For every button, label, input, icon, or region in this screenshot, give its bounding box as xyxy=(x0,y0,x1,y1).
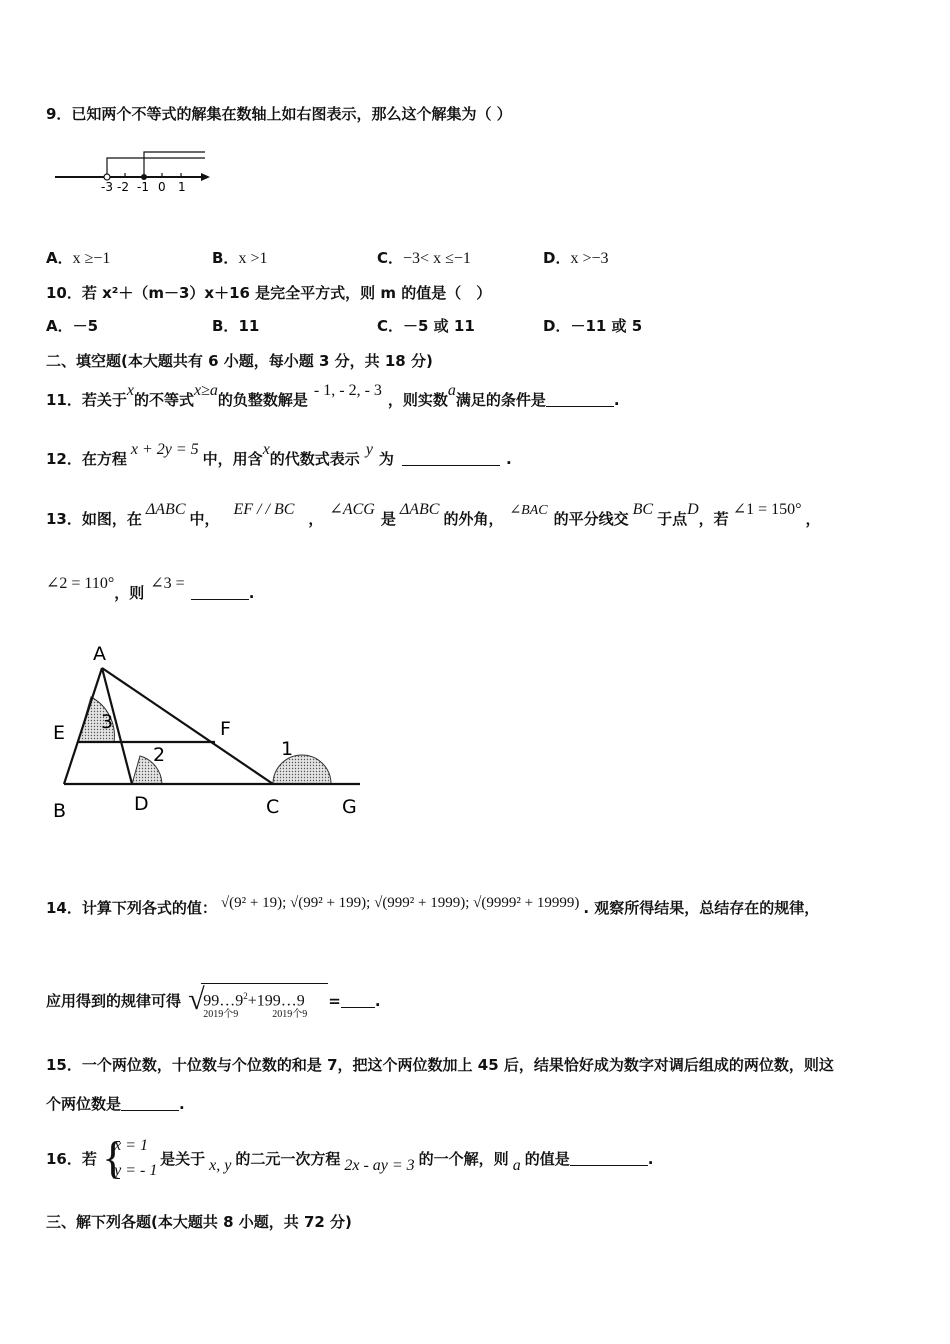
answer-blank xyxy=(121,1096,179,1111)
point-label: E xyxy=(53,722,66,744)
section-3-heading: 三、解下列各题(本大题共 8 小题，共 72 分) xyxy=(46,1213,352,1231)
q12: 12．在方程x + 2y = 5中，用含x的代数式表示y为 . xyxy=(46,441,512,468)
q9-option-a: A．x ≥−1 xyxy=(46,249,111,267)
q10-option-b: B．11 xyxy=(212,317,260,335)
point-label: B xyxy=(53,800,67,822)
q13-line2: ∠2 = 110°，则∠3 =. xyxy=(46,575,255,602)
q14-line2: 应用得到的规律可得 √ $99\dots 9^2+199\dots 9$ 2019个9 2019个9 = . xyxy=(46,966,381,1036)
q9-stem: 9．已知两个不等式的解集在数轴上如右图表示，那么这个解集为（ ） xyxy=(46,105,512,123)
angle-label: 2 xyxy=(153,744,166,766)
triangle-figure xyxy=(45,635,375,825)
answer-blank xyxy=(546,392,614,407)
q16: 16．若 { x = 1 y = - 1 是关于 x, y 的二元一次方程 2x - ay = 3 的一个解，则 a 的值是 . xyxy=(46,1131,654,1183)
nested-radical: √ $99\dots 9^2+199\dots 9$ 2019个9 2019个9 xyxy=(188,980,328,1024)
tick-label: -2 xyxy=(117,180,129,194)
q10-stem: 10．若 x²＋（m－3）x＋16 是完全平方式，则 m 的值是（ ） xyxy=(46,284,492,302)
q14-line1: 14．计算下列各式的值： √(9² + 19); √(99² + 199); √(999² + 1999); √(9999² + 19999) . 观察所得结果，总结存在的规律， xyxy=(46,895,820,917)
tick-label: 0 xyxy=(158,180,166,194)
point-label: F xyxy=(220,718,231,740)
section-2-heading: 二、填空题(本大题共有 6 小题，每小题 3 分，共 18 分) xyxy=(46,352,433,370)
tick-label: -3 xyxy=(101,180,113,194)
q13-line1: 13．如图，在ΔABC中，EF / / BC，∠ACG是ΔABC的外角， ∠BAC 的平分线交BC于点D，若∠1 = 150°， xyxy=(46,501,821,528)
angle-label: 3 xyxy=(101,711,114,733)
q9-option-d: D．x >−3 xyxy=(543,249,609,267)
point-label: D xyxy=(134,793,149,815)
q11: 11．若关于x的不等式x≥a的负整数解是- 1, - 2, - 3，则实数a满足的条件是 . xyxy=(46,382,620,409)
q15-line1: 15．一个两位数，十位数与个位数的和是 7，把这个两位数加上 45 后，结果恰好成为数字对调后组成的两位数，则这 xyxy=(46,1056,834,1074)
tick-label: 1 xyxy=(178,180,186,194)
point-label: G xyxy=(342,796,357,818)
answer-blank xyxy=(570,1151,648,1166)
tick-label: -1 xyxy=(137,180,149,194)
answer-blank xyxy=(402,451,500,466)
q9-option-b: B．x >1 xyxy=(212,249,268,267)
q9-option-c: C．−3< x ≤−1 xyxy=(377,249,471,267)
q10-option-a: A．－5 xyxy=(46,317,99,335)
q15-line2: 个两位数是 . xyxy=(46,1095,185,1113)
answer-blank xyxy=(341,993,375,1008)
q10-option-c: C．－5 或 11 xyxy=(377,317,475,335)
number-line-figure xyxy=(50,148,215,196)
equation-system: { x = 1 y = - 1 xyxy=(102,1131,158,1183)
angle-label: 1 xyxy=(281,738,294,760)
answer-blank xyxy=(191,585,249,600)
point-label: A xyxy=(93,643,106,665)
q10-option-d: D．－11 或 5 xyxy=(543,317,643,335)
point-label: C xyxy=(266,796,280,818)
